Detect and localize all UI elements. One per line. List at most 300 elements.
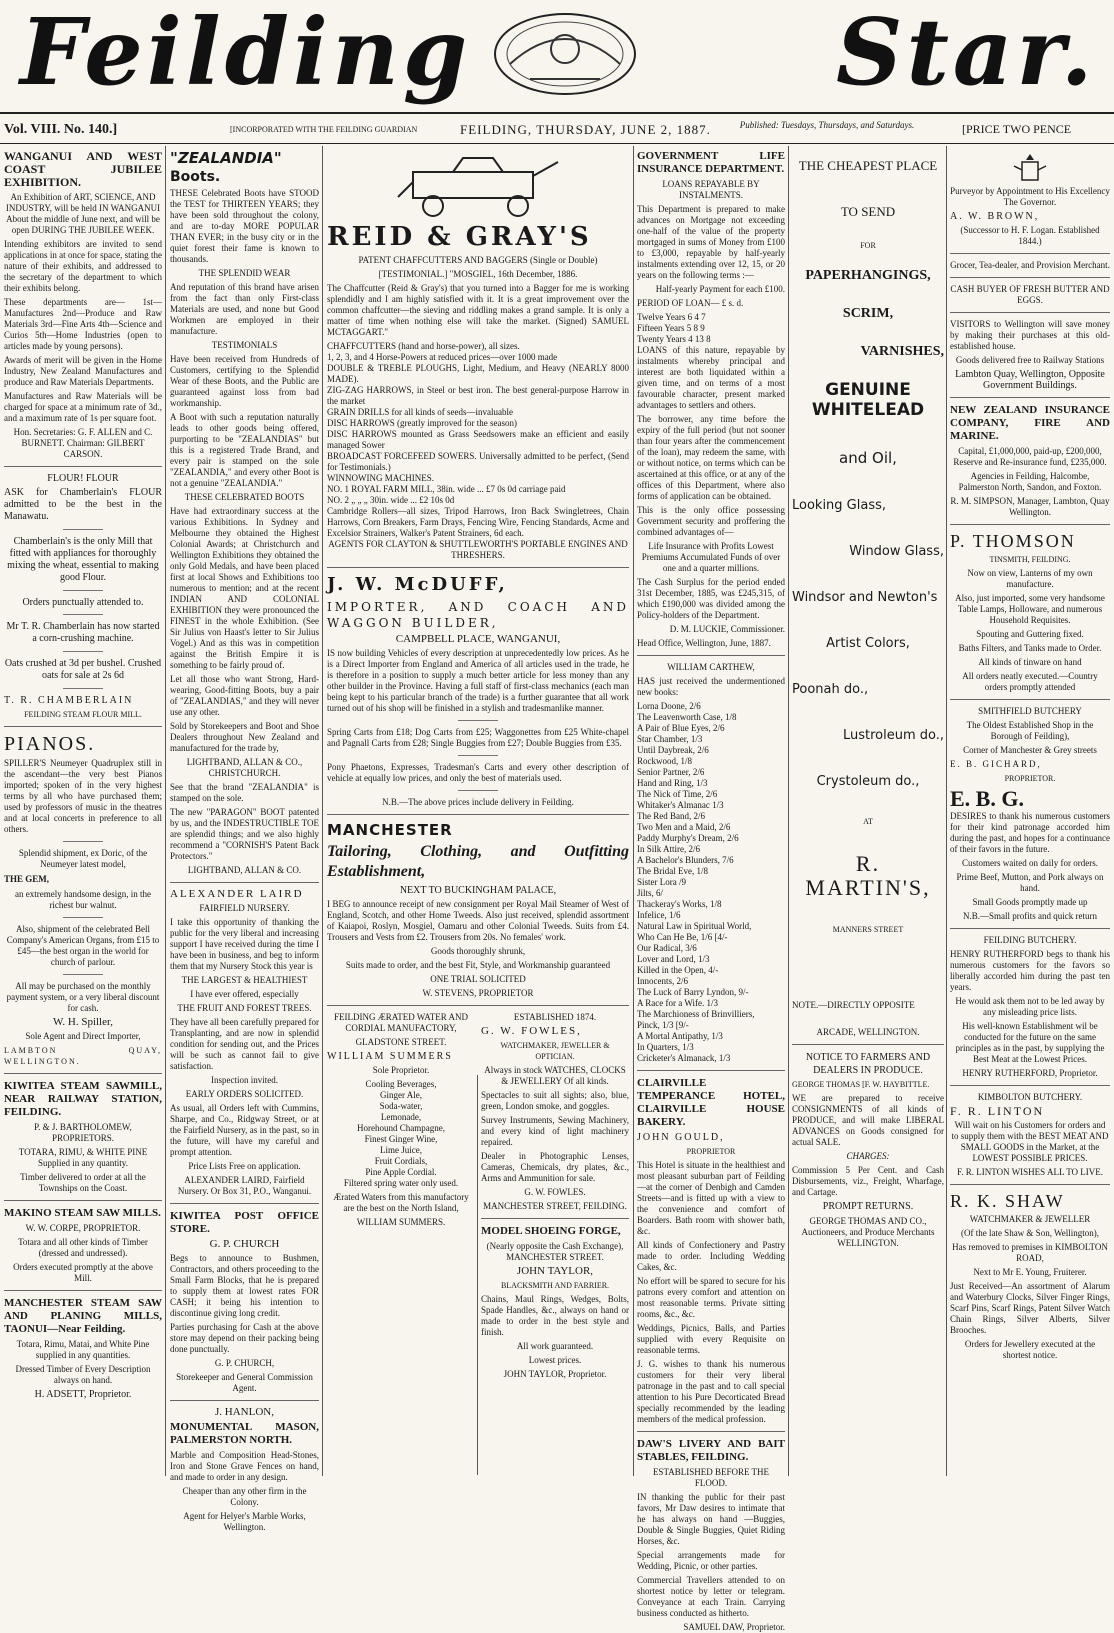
ad-heading: FEILDING ÆRATED WATER AND CORDIAL MANUFACTORY, [333,1012,469,1033]
ad-subheading: THE LARGEST & HEALTHIEST [181,975,308,985]
advertiser-name: E. B. GICHARD, [950,759,1042,769]
ad-body: All kinds of tinware on hand [978,657,1082,667]
ad-body: F. R. LINTON WISHES ALL TO LIVE. [956,1167,1104,1177]
ad-body: Small Goods promptly made up [972,897,1088,907]
divider [170,1400,319,1401]
ad-heading: FLOUR! FLOUR [47,473,119,484]
ad-body: This is the only office possessing Government security and proffering the combined advantages of— [637,505,785,537]
ad-body: HENRY RUTHERFORD begs to thank his numerous customers for the favors so liberally accorded him during the past ten years. [950,949,1110,992]
advertiser-name: R. MARTIN'S, [805,851,931,900]
book-item: A Bachelor's Blunders, 7/6 [637,855,734,865]
ad-body: The new "PARAGON" BOOT patented by us, and the INDESTRUCTIBLE TOE are splendid things; and we also highly recommend a "CORNISH'S Patent Back Protectors." [170,807,319,861]
ad-body: N.B.—The above prices include delivery in Feilding. [382,797,574,807]
ad-subheading: Boots. [170,169,221,185]
divider [950,397,1110,398]
book-item: Natural Law in Spiritual World, [637,921,752,931]
ad-subheading: WATCHMAKER, JEWELLER & OPTICIAN. [500,1041,610,1061]
divider [950,1085,1110,1086]
loan-period-row: Twelve Years 6 4 7 [637,312,706,322]
ad-heading: E. B. G. [950,786,1024,811]
ad-body: NOTE.—DIRECTLY OPPOSITE [792,1000,915,1010]
aerated-water-ad [327,1012,475,1383]
advertiser-name: W. H. Spiller, [53,1016,113,1028]
ad-subheading: PATENT CHAFFCUTTERS AND BAGGERS (Single or Double) [358,255,598,265]
bottom-split [327,1012,629,1383]
ad-subheading: PROPRIETOR [686,1147,736,1156]
book-item: In Silk Attire, 2/6 [637,844,700,854]
divider [792,1044,944,1045]
ad-body: Chamberlain's is the only Mill that fitted with appliances for thoroughly mixing the wheat, essential to making good Flour. [7,536,159,583]
book-item: Killed in the Open, 4/- [637,965,719,975]
divider [63,974,103,975]
book-item: A Pair of Blue Eyes, 2/6 [637,723,725,733]
ad-body: Orders punctually attended to. [22,597,144,608]
ad-body: WE are prepared to receive CONSIGNMENTS of all kinds of PRODUCE, and will make LIBERAL ADVANCES on Goods consigned for actual SALE. [792,1093,944,1147]
ad-body: Oats crushed at 3d per bushel. Crushed oats for sale at 2s 6d [4,658,162,681]
ad-product: Window Glass, [849,544,944,559]
fowles-ad [481,1012,629,1383]
ad-heading: J. W. McDUFF, [327,574,508,595]
advertiser-name: F. R. LINTON [950,1104,1045,1118]
column-rule [946,146,947,1476]
product-list [327,341,629,539]
ad-product: Looking Glass, [792,498,887,513]
book-item: Star Chamber, 1/3 [637,734,703,744]
product-line: GRAIN DRILLS for all kinds of seeds—invaluable [327,407,513,417]
advertiser-name: LIGHTBAND, ALLAN & CO., CHRISTCHURCH. [186,757,303,778]
ad-subheading: AT [863,817,873,826]
advertiser-name: LIGHTBAND, ALLAN & CO. [187,865,302,875]
divider [4,726,162,727]
ad-body: Let all those who want Strong, Hard-wearing, Good-fitting Boots, buy a pair of "ZEALANDIAS," and they will never use any other. [170,674,319,717]
divider [63,841,103,842]
ad-body: Mr T. R. Chamberlain has now started a corn-crushing machine. [6,621,160,644]
ad-body: The borrower, any time before the expiry of the full period (but not sooner than four years after the commencement of the loan), may redeem the same, with or without notice, on terms which can be ascertained at this office, or at any of the offices of this Department, where also forms of application can be obtained. [637,414,785,501]
ad-body: Commission 5 Per Cent. and Cash Disbursements, viz., Freight, Wharfage, and Cartage. [792,1165,944,1197]
ad-body: Spectacles to suit all sights; also, blue, green, London smoke, and goggles. [481,1090,629,1111]
book-item: Paddy Murphy's Dream, 2/6 [637,833,739,843]
advertiser-name: T. R. CHAMBERLAIN [4,695,134,706]
divider [950,699,1110,700]
ad-address: LAMBTON QUAY, WELLINGTON. [4,1046,162,1066]
advertiser-name: A. W. BROWN, [950,211,1040,222]
ad-body: Totara and all other kinds of Timber (dressed and undressed). [18,1237,148,1258]
ad-body: TOTARA, RIMU, & WHITE PINE Supplied in any quantity. [18,1147,148,1168]
ad-body: ASK for Chamberlain's FLOUR admitted to be the best in the Manawatu. [4,487,162,522]
loan-period-row: Twenty Years 4 13 8 [637,334,711,344]
book-item: In Quarters, 1/3 [637,1042,694,1052]
ad-body: I have ever offered, especially [190,989,299,999]
ad-body: Now on view, Lanterns of my own manufacture. [967,568,1093,589]
divider [170,882,319,883]
ad-body: Capital, £1,000,000, paid-up, £200,000, Reserve and Re-insurance fund, £235,000. [953,446,1107,467]
divider [4,1290,162,1291]
ad-address: MANCHESTER STREET, FEILDING. [483,1201,627,1211]
ad-product: GENUINE WHITELEAD [811,380,925,420]
ad-body: Dealer in Photographic Lenses, Cameras, Chemicals, dry plates, &c., Arms and Ammunition for sale. [481,1151,629,1183]
book-item: Pinck, 1/3 [9/- [637,1020,689,1030]
drink-item: Finest Ginger Wine, [364,1134,438,1144]
divider [458,720,498,721]
divider [4,1073,162,1074]
book-item: The Leavenworth Case, 1/8 [637,712,737,722]
book-item: A Race for a Wife. 1/3 [637,998,718,1008]
ad-address: Corner of Manchester & Grey streets [963,745,1097,755]
ad-body: Also, just imported, some very handsome Table Lamps, Holloware, and numerous Household Requisites. [955,593,1105,625]
ad-body: Have been received from Hundreds of Customers, certifying to the Splendid Wear of these Boots, and the Public are guaranteed against loss from bad workmanship. [170,354,319,408]
ad-body: The Oldest Established Shop in the Borough of Feilding), [966,720,1094,741]
ad-subheading: ESTABLISHED BEFORE THE FLOOD. [652,1467,770,1488]
book-item: Our Radical, 3/6 [637,943,697,953]
ad-heading: NEW ZEALAND INSURANCE COMPANY, FIRE AND MARINE. [950,404,1110,442]
book-item: The Marchioness of Brinvilliers, [637,1009,755,1019]
ad-body: J. G. wishes to thank his numerous customers for their very liberal patronage in the past and to call special attention to his Pure Decorticated Bread specially recommended by the leading members of the medical profession. [637,1359,785,1424]
ad-body: Manufactures and Raw Materials will be charged for space at a minimum rate of 3d., and a maximum rate of 1s per square foot. [4,391,162,423]
ad-address: GLADSTONE STREET. [355,1037,447,1047]
column-rule [633,146,634,1476]
ad-body: (Successor to H. F. Logan. Established 1844.) [960,225,1100,246]
ad-body: Orders executed promptly at the above Mill. [13,1262,153,1283]
book-item: The Nick of Time, 2/6 [637,789,718,799]
ad-body: N.B.—Small profits and quick return [963,911,1097,921]
divider [4,1200,162,1201]
ad-product: Windsor and Newton's [792,590,938,605]
book-item: A Mortal Antipathy, 1/3 [637,1031,723,1041]
advertiser-name: WILLIAM SUMMERS. [356,1217,446,1227]
book-item: Innocents, 2/6 [637,976,688,986]
ad-body: Weddings, Picnics, Balls, and Parties supplied with every Requisite on reasonable terms. [637,1323,785,1355]
ad-body: IS now building Vehicles of every description at unprecedentedly low prices. As he is a Direct Importer from England and America of all articles used in the trade, he is therefore in a position to supply a much better article for less money than any other builder in the Province. Having a full staff of first-class mechanics (each man being kept to his particular branch of the trade) is a further guarantee that all work turned out of his shop will be finished in a stylish and tradesmanlike manner. [327,648,629,713]
ad-body: Pony Phaetons, Expresses, Tradesman's Carts and every other description of vehicle at equally low prices, and only the best of materials used. [327,762,629,783]
ad-body: Intending exhibitors are invited to send applications in at once for space, stating the nature of their exhibits, and addressed to the secretary of the department to which their exhibits belong. [4,239,162,293]
masthead-rule [0,112,1114,114]
book-item: The Red Band, 2/6 [637,811,705,821]
book-item: Two Men and a Maid, 2/6 [637,822,731,832]
book-item: The Bridal Eve, 1/8 [637,866,708,876]
divider [63,614,103,615]
ad-product: PAPERHANGINGS, [805,268,931,283]
divider [63,917,103,918]
advertiser-name: G. P. CHURCH, [214,1358,275,1368]
ad-address: ARCADE, WELLINGTON. [816,1027,920,1037]
ad-body: Orders for Jewellery executed at the shortest notice. [964,1339,1096,1360]
books-list [637,701,785,1064]
crest-emblem-icon [480,4,650,100]
advertiser-name: SAMUEL DAW, Proprietor. [683,1622,785,1632]
ad-subheading: BLACKSMITH AND FARRIER. [500,1281,610,1290]
ad-body: Have had extraordinary success at the various Exhibitions. In Sydney and Melbourne they obtained the Highest Colonial Awards; at Christchurch and Wellington Exhibitions they obtained the only Gold Medals, and have been placed first at local Shows and Exhibitions too numerous to mention; and at the recent INDIAN AND COLONIAL EXHIBITION they were pronounced the FINEST in the whole Exhibition. (See Sir Julius von Haast's letter to Sir Julius Vogel.) And as this was in competition against the British Empire it is something to be fairly proud of. [170,506,319,670]
ad-body: Dressed Timber of Every Description always on hand. [15,1364,151,1385]
product-line: NO. 2 „ „ „ 30in. wide ... £2 10s 0d [327,495,455,505]
ad-body: DESIRES to thank his numerous customers for their kind patronage accorded him during the past, and hopes for a continuance of their favors in the future. [950,811,1110,854]
ad-subheading: TESTIMONIALS [211,340,278,350]
ad-body: IN thanking the public for their past favors, Mr Daw desires to intimate that he has always on hand —Buggies, Double & Single Buggies, Quiet Riding Horses, &c. [637,1492,785,1546]
masthead [0,0,1114,115]
ad-body: These departments are— 1st—Manufactures 2nd—Produce and Raw Materials 3rd—Fine Arts 4th—Science and Curios 5th—Home Industries (open to articles made by young persons). [4,297,162,351]
advertiser-name: JOHN GOULD, [637,1132,725,1143]
ad-body: All work guaranteed. [516,1341,594,1351]
divider [481,1218,629,1219]
masthead-title-left: Feilding [20,0,472,106]
info-rule [0,143,1114,144]
ad-body: LOANS of this nature, repayable by instalments whereby principal and interest are both liquidated within a given time, and on terms of a most favourable character, present marked advantages to settlers and others. [637,345,785,410]
ad-heading: WANGANUI AND WEST COAST JUBILEE EXHIBITION. [4,149,162,189]
drink-item: Pine Apple Cordial. [365,1167,437,1177]
ad-heading: THE CHEAPEST PLACE [798,158,938,173]
ad-heading: KIWITEA POST OFFICE STORE. [170,1210,319,1235]
ad-heading: KIMBOLTON BUTCHERY. [977,1092,1083,1102]
ad-subheading: IMPORTER, AND COACH AND WAGGON BUILDER, [327,600,629,630]
ad-body: Prime Beef, Mutton, and Pork always on hand. [956,872,1104,893]
ad-heading: PIANOS. [4,733,96,755]
column-rule [322,146,323,1476]
ad-subheading: LOANS REPAYABLE BY INSTALMENTS. [662,179,760,200]
ad-body: HAS just received the undermentioned new books: [637,676,785,697]
column-rule [788,146,789,1476]
ad-body: [TESTIMONIAL.] "MOSGIEL, 16th December, 1886. [378,269,578,279]
ad-body: I take this opportunity of thanking the public for the very liberal and increasing support I have received during the time I have been in business, and beg to inform them that my Nursery Stock this year is [170,917,319,971]
ad-body: W. W. CORPE, PROPRIETOR. [25,1223,141,1233]
ad-heading: MANCHESTER STEAM SAW AND PLANING MILLS, TAONUI—Near Feilding. [4,1297,162,1335]
product-line: 1, 2, 3, and 4 Horse-Powers at reduced prices—over 1000 made [327,352,558,362]
ad-body: Commercial Travellers attended to on shortest notice by letter or telegram. Conveyance at each Train. Carrying business conducted as hitherto. [637,1575,785,1618]
ad-body: Spouting and Guttering fixed. [976,629,1084,639]
book-item: Sister Lora /9 [637,877,686,887]
ad-subheading: ONE TRIAL SOLICITED [430,974,526,984]
incorporated-note: [INCORPORATED WITH THE FEILDING GUARDIAN [230,125,418,134]
ad-heading: REID & GRAY'S [327,222,592,252]
ad-subheading: THESE CELEBRATED BOOTS [184,492,305,502]
ad-product: VARNISHES, [860,344,944,359]
ad-body: Awards of merit will be given in the Home Industry, New Zealand Manufactures and produce and Raw Materials Departments. [4,355,162,387]
ad-body: Head Office, Wellington, June, 1887. [637,638,771,648]
advertiser-name: JOHN TAYLOR, Proprietor. [503,1369,607,1379]
ad-heading: GOVERNMENT LIFE INSURANCE DEPARTMENT. [637,150,785,175]
ad-body: Agencies in Feilding, Halcombe, Palmerston North, Sandon, and Foxton. [958,471,1102,492]
ad-body: An Exhibition of ART, SCIENCE, AND INDUSTRY, will be held IN WANGANUI About the middle of June next, and will be open DURING THE JUBILEE WEEK. [5,192,161,235]
book-item: Cricketer's Almanack, 1/3 [637,1053,731,1063]
book-item: Infelice, 1/6 [637,910,681,920]
divider [637,1070,785,1071]
price: [PRICE TWO PENCE [962,122,1072,136]
ad-body: Baths Filters, and Tanks made to Order. [958,643,1102,653]
ad-body: As usual, all Orders left with Cummins, Sharpe, and Co., Ridgway Street, or at the Fairfield Nursery, as in the past, so in the future, will have my careful and prompt attention. [170,1103,319,1157]
ad-body: (Of the late Shaw & Son, Wellington), [960,1228,1100,1238]
product-line: ZIG-ZAG HARROWS, in Steel or best iron. The best general-purpose Harrow in the market [327,385,629,406]
ad-body: Just Received—An assortment of Alarum and Waterbury Clocks, Silver Finger Rings, Scarf Pins, Scarf Rings, Patent Silver Watch Chain Rings, Silver Alberts, Silver Brooches. [950,1281,1110,1335]
advertiser-name: GEORGE THOMAS AND CO., Auctioneers, and Produce Merchants WELLINGTON. [801,1216,935,1248]
advertiser-name: G. W. FOWLES. [524,1187,586,1197]
ad-body: Purveyor by Appointment to His Excellency The Governor. [950,186,1110,207]
divider [63,688,103,689]
ad-heading: CLAIRVILLE TEMPERANCE HOTEL, CLAIRVILLE HOUSE BAKERY. [637,1077,785,1128]
ad-body: CASH BUYER OF FRESH BUTTER AND EGGS. [950,284,1110,305]
ad-body: No effort will be spared to secure for his patrons every comfort and attention on most reasonable terms. Private sitting rooms, &c., &c. [637,1276,785,1319]
ad-body: Agent for Helyer's Marble Works, Wellington. [183,1511,306,1532]
ad-body: Suits made to order, and the best Fit, Style, and Workmanship guaranteed [345,960,611,970]
drink-item: Ginger Ale, [380,1090,422,1100]
ad-body: SPILLER'S Neumeyer Quadruplex still in the ascendant—the very best Pianos imported; spoken of in the very highest terms by all who have purchased them; used by professors of music in the theatres and at local concerts in preference to all others. [4,758,162,834]
ad-subheading: PROMPT RETURNS. [822,1201,914,1212]
ad-body: Special arrangements made for Wedding, Picnic, or other parties. [637,1550,785,1571]
ad-subheading: THE SPLENDID WEAR [198,268,291,278]
column-4 [637,150,785,1632]
divider [458,755,498,756]
drink-item: Cooling Beverages, [365,1079,437,1089]
column-2 [170,149,319,1532]
ad-subheading: TINSMITH, FEILDING. [989,555,1071,564]
ad-body: Sold by Storekeepers and Boot and Shoe Dealers throughout New Zealand and manufactured for the trade by, [170,721,319,753]
ad-body: Inspection invited. [211,1075,278,1085]
ad-body: Goods thoroughly shrunk, [430,946,526,956]
ad-body: Price Lists Free on application. [188,1161,301,1171]
ad-subheading: TO SEND [840,204,896,219]
royal-arms-icon [1010,152,1050,184]
product-line: Cambridge Rollers—all sizes, Tripod Harrows, Iron Back Swingletrees, Chain Harrows, Corn Breakers, Farm Drays, Fencing Wire, Fencing Standards, Acme and Excelsior Strainers, Walker's Patent Strainers, 6d each. [327,506,629,538]
ad-address: MANNERS STREET [832,925,904,934]
ad-body: And reputation of this brand have arisen from the fact than only First-class Materials are used, and none but Good Workmen are employed in their manufacture. [170,282,319,336]
ad-address: Lambton Quay, Wellington, Opposite Government Buildings. [955,369,1105,391]
ad-product: Crystoleum do., [816,774,920,789]
ad-subheading: Tailoring, Clothing, and Outfitting Establishment, [327,843,629,880]
divider [63,529,103,530]
ad-product: Lustroleum do., [842,728,944,743]
ad-body: Life Insurance with Profits Lowest Premiums Accumulated Funds of over one and a quarter millions. [641,541,781,573]
advertiser-name: H. ADSETT, Proprietor. [34,1389,132,1400]
product-line: DISC HARROWS (greatly improved for the season) [327,418,517,428]
ad-heading: MAKINO STEAM SAW MILLS. [4,1207,161,1219]
book-item: The Luck of Barry Lyndon, 9/- [637,987,749,997]
drink-item: Lemonade, [380,1112,422,1122]
product-line: CHAFFCUTTERS (hand and horse-power), all sizes. [327,341,520,351]
ad-product: Artist Colors, [826,636,910,651]
book-item: Rockwood, 1/8 [637,756,692,766]
ad-product: and Oil, [839,449,897,467]
ad-body: VISITORS to Wellington will save money by making their purchases at this old-established house. [950,319,1110,351]
column-3 [327,150,629,1475]
ad-body: All orders neatly executed.—Country orders promptly attended [962,671,1098,692]
ad-body: Half-yearly Payment for each £100. [655,284,785,294]
drink-item: Horehound Champagne, [357,1123,445,1133]
advertiser-name: GEORGE THOMAS [F. W. HAYBITTLE. [792,1080,930,1089]
ad-subheading: THE GEM, [4,874,50,884]
book-item: Lover and Lord, 1/3 [637,954,710,964]
ad-body: Hon. Secretaries: G. F. ALLEN and C. BURNETT. Chairman: GILBERT CARSON. [13,427,153,459]
ad-body: Parties purchasing for Cash at the above store may depend on their packing being done punctually. [170,1322,319,1354]
ad-body: Goods delivered free to Railway Stations [955,355,1105,365]
ad-subheading: EARLY ORDERS SOLICITED. [185,1089,304,1099]
ad-body: Chains, Maul Rings, Wedges, Bolts, Spade Handles, &c., always on hand or made to order in the best style and finish. [481,1294,629,1337]
advertiser-name: WILLIAM SUMMERS [327,1051,453,1062]
divider [327,567,629,568]
advertiser-name: G. P. CHURCH [209,1238,280,1250]
ad-heading: MONUMENTAL MASON, PALMERSTON NORTH. [170,1421,319,1446]
ad-body: Survey Instruments, Sewing Machinery, and every kind of light machinery repaired. [481,1115,629,1147]
ad-body: Ærated Waters from this manufactory are the best on the North Island, [333,1192,469,1213]
ad-heading: MANCHESTER [327,821,453,839]
advertiser-name: G. W. FOWLES, [481,1025,582,1037]
divider [327,1005,629,1006]
book-item: Jilts, 6/ [637,888,664,898]
divider [950,928,1110,929]
advertiser-name: HENRY RUTHERFORD, Proprietor. [962,1068,1098,1078]
divider [4,466,162,467]
ad-body: The Chaffcutter (Reid & Gray's) that you turned into a Bagger for me is working splendidly and I am highly satisfied with it. It is a great improvement over the common chaffcutter—the sieving and riddling makes a grand sample. It is only a matter of time when nothing else will take the market. (Signed) SAMUEL MCTAGGART." [327,283,629,337]
advertiser-name: D. M. LUCKIE, Commissioner. [669,624,785,634]
product-line: DOUBLE & TREBLE PLOUGHS, Light, Medium, and Heavy (NEARLY 8000 MADE). [327,363,629,384]
divider [327,814,629,815]
advertiser-name: R. M. SIMPSON, Manager, Lambton, Quay Wellington. [950,496,1110,517]
ad-heading: NOTICE TO FARMERS AND DEALERS IN PRODUCE. [805,1052,931,1076]
ad-subheading: AGENTS FOR CLAYTON & SHUTTLEWORTH'S PORTABLE ENGINES AND THRESHERS. [328,539,628,560]
book-item: Thackeray's Works, 1/8 [637,899,722,909]
ad-heading: DAW'S LIVERY AND BAIT STABLES, FEILDING. [637,1438,785,1463]
divider [950,524,1110,525]
masthead-title-right: Star. [836,0,1097,106]
ad-product: SCRIM, [842,306,894,321]
advertiser-name: W. STEVENS, PROPRIETOR [422,988,534,998]
column-5 [792,150,944,1475]
ad-body: Sole Proprietor. [372,1065,430,1075]
book-item: Hand and Ring, 1/3 [637,778,708,788]
ad-heading: FEILDING BUTCHERY. [983,935,1077,945]
ad-body: See that the brand "ZEALANDIA" is stamped on the sole. [170,782,319,803]
ad-body: Will wait on his Customers for orders and to supply them with the BEST MEAT AND SMALL GOODS in the Market, at the LOWEST POSSIBLE PRICES. [951,1120,1109,1163]
ad-address: (Nearly opposite the Cash Exchange), MANCHESTER STREET. [486,1241,624,1262]
ad-body: This Hotel is situate in the healthiest and most pleasant suburban part of Feilding—at the corner of Denbigh and Camden Streets—and is fitted up with a view to the convenience and comfort of Boarders. Bath room with shower bath, &c. [637,1160,785,1236]
ad-body: The Cash Surplus for the period ended 31st December, 1885, was £245,315, of which £190,000 was divided among the Policy-holders of the Department. [637,577,785,620]
dateline: FEILDING, THURSDAY, JUNE 2, 1887. [460,122,711,137]
ad-body: Timber delivered to order at all the Townships on the Coast. [20,1172,146,1193]
ad-heading: MODEL SHOEING FORGE, [481,1225,621,1237]
ad-body: Customers waited on daily for orders. [962,858,1098,868]
advertiser-name: ALEXANDER LAIRD, Fairfield Nursery. Or Box 31, P.O., Wanganui. [177,1175,312,1196]
ad-heading: "ZEALANDIA" [170,149,282,167]
book-item: Whitaker's Almanac 1/3 [637,800,724,810]
drink-item: Soda-water, [379,1101,423,1111]
ad-address: NEXT TO BUCKINGHAM PALACE, [399,885,557,896]
ad-heading: KIWITEA STEAM SAWMILL, NEAR RAILWAY STATION, FEILDING. [4,1080,162,1118]
ad-body: All may be purchased on the monthly payment system, or a very liberal discount for cash. [6,981,160,1013]
product-line: WINNOWING MACHINES. [327,473,434,483]
ad-body: I BEG to announce receipt of new consignment per Royal Mail Steamer of West of England, Scotch, and other Home Tweeds. Also just received, splendid assortment of Kaiapoi, Roslyn, Mosgiel, Oamaru and other Colonial Tweeds. Suits from £4. Trousers and Vests from £2. Trousers from 20s. No females' work. [327,899,629,942]
ad-body: All kinds of Confectionery and Pastry made to order. Including Wedding Cakes, &c. [637,1240,785,1272]
divider [950,253,1110,254]
divider [950,1184,1110,1185]
ad-body: Also, shipment of the celebrated Bell Company's American Organs, from £15 to £45—the best organ in the world for church of parlour. [6,924,160,967]
ad-body: Splendid shipment, ex Doric, of the Neumeyer latest model, [18,848,148,869]
ad-heading: SMITHFIELD BUTCHERY [978,706,1082,716]
ad-product: Poonah do., [792,682,869,697]
drink-item: Lime Juice, [380,1145,422,1155]
product-line: DISC HARROWS mounted as Grass Seedsowers make an efficient and easily managed Sower [327,429,629,450]
ad-body: Has removed to premises in KIMBOLTON ROAD, [952,1242,1108,1263]
ad-body: Always in stock WATCHES, CLOCKS & JEWELLERY Of all kinds. [484,1065,626,1086]
ad-body: A Boot with such a reputation naturally leads to other goods being offered, purporting to be "ZEALANDIAS" but this is a registered Trade Brand, and every pair is stamped on the sole "ZEALANDIA," and every other Boot is not a genuine "ZEALANDIA." [170,412,319,488]
ad-body: Filtered spring water only used. [343,1178,459,1188]
ad-body: His well-known Establishment wil be conducted for the future on the same principles as in the past, by supplying the Best Meat at the Lowest Prices. [955,1021,1105,1064]
table-header: PERIOD OF LOAN— £ s. d. [637,298,744,308]
ad-body: This Department is prepared to make advances on Mortgage not exceeding one-half of the value of the property mortgaged in sums of Money from £100 to £3,000, repayable by half-yearly instalments extending over 12, 15, or 20 years on the following terms :— [637,204,785,280]
divider [170,1203,319,1204]
publication-days: Published: Tuesdays, Thursdays, and Saturdays. [739,120,915,130]
ad-body: Storekeeper and General Commission Agent. [176,1372,313,1393]
volume-number: Vol. VIII. No. 140.] [4,122,118,137]
ad-address: Next to Mr E. Young, Fruiterer. [973,1267,1087,1277]
ad-body: Grocer, Tea-dealer, and Provision Merchant. [950,260,1110,270]
book-item: Senior Partner, 2/6 [637,767,705,777]
ad-heading: ALEXANDER LAIRD [170,888,304,900]
